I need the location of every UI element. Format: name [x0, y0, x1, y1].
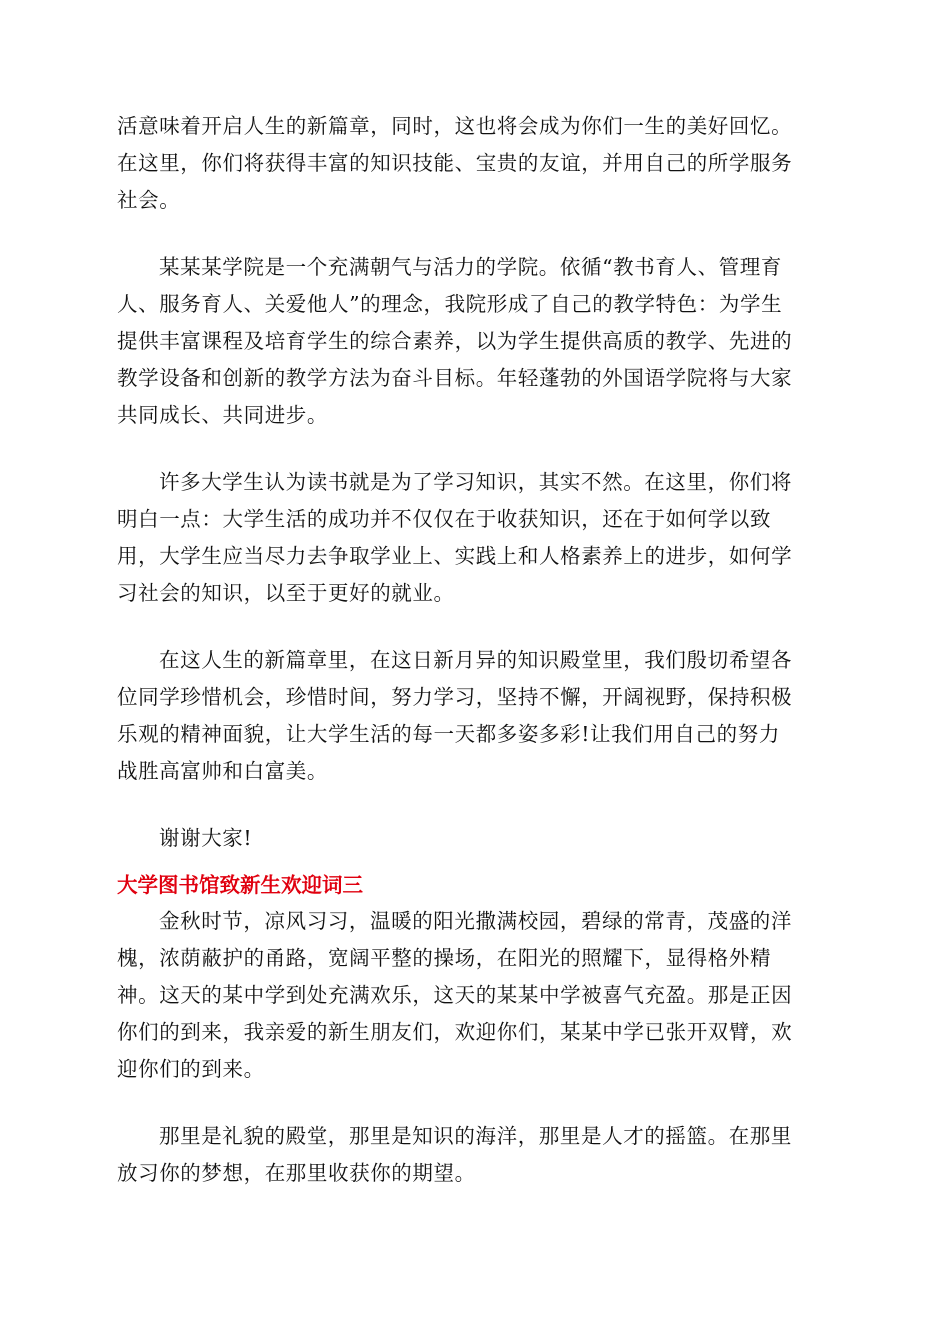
paragraph-college-intro: [117, 249, 833, 434]
text-line: 槐，浓荫蔽护的甬路，宽阔平整的操场，在阳光的照耀下，显得格外精: [117, 946, 772, 970]
text-line: 活意味着开启人生的新篇章，同时，这也将会成为你们一生的美好回忆。: [117, 114, 793, 138]
paragraph-autumn-welcome: [117, 903, 833, 1088]
text-line: 共同成长、共同进步。: [117, 403, 328, 427]
text-line: 明白一点：大学生活的成功并不仅仅在于收获知识，还在于如何学以致: [117, 507, 772, 531]
text-line: 习社会的知识，以至于更好的就业。: [117, 581, 455, 605]
section-heading: 大学图书馆致新生欢迎词三: [117, 873, 363, 897]
paragraph-continuation: [117, 108, 833, 219]
text-line: 人、服务育人、关爱他人”的理念，我院形成了自己的教学特色：为学生: [117, 292, 783, 316]
text-line: 你们的到来，我亲爱的新生朋友们，欢迎你们，某某中学已张开双臂，欢: [117, 1020, 793, 1044]
paragraph-dreams: [117, 1118, 833, 1192]
text-line: 乐观的精神面貌，让大学生活的每一天都多姿多彩!让我们用自己的努力: [117, 722, 780, 746]
text-line: 社会。: [117, 188, 181, 212]
closing-thanks: 谢谢大家!: [159, 826, 253, 850]
text-line: 那里是礼貌的殿堂，那里是知识的海洋，那里是人才的摇篮。在那里: [159, 1124, 792, 1148]
text-line: 在这里，你们将获得丰富的知识技能、宝贵的友谊，并用自己的所学服务: [117, 151, 793, 175]
text-line: 提供丰富课程及培育学生的综合素养，以为学生提供高质的教学、先进的: [117, 329, 793, 353]
text-line: 放习你的梦想，在那里收获你的期望。: [117, 1161, 476, 1185]
paragraph-hopes: [117, 642, 833, 790]
text-line: 用，大学生应当尽力去争取学业上、实践上和人格素养上的进步，如何学: [117, 544, 793, 568]
document-page: [117, 108, 833, 1222]
text-line: 在这人生的新篇章里，在这日新月异的知识殿堂里，我们殷切希望各: [159, 648, 792, 672]
text-line: 许多大学生认为读书就是为了学习知识，其实不然。在这里，你们将: [159, 470, 792, 494]
text-line: 迎你们的到来。: [117, 1057, 265, 1081]
text-line: 神。这天的某中学到处充满欢乐，这天的某某中学被喜气充盈。那是正因: [117, 983, 793, 1007]
text-line: 位同学珍惜机会，珍惜时间，努力学习，坚持不懈，开阔视野，保持积极: [117, 685, 793, 709]
text-line: 某某某学院是一个充满朝气与活力的学院。依循“教书育人、管理育: [159, 255, 782, 279]
text-line: 战胜高富帅和白富美。: [117, 759, 328, 783]
paragraph-study-purpose: [117, 464, 833, 612]
text-line: 教学设备和创新的教学方法为奋斗目标。年轻蓬勃的外国语学院将与大家: [117, 366, 793, 390]
text-line: 金秋时节，凉风习习，温暖的阳光撒满校园，碧绿的常青，茂盛的洋: [159, 909, 792, 933]
